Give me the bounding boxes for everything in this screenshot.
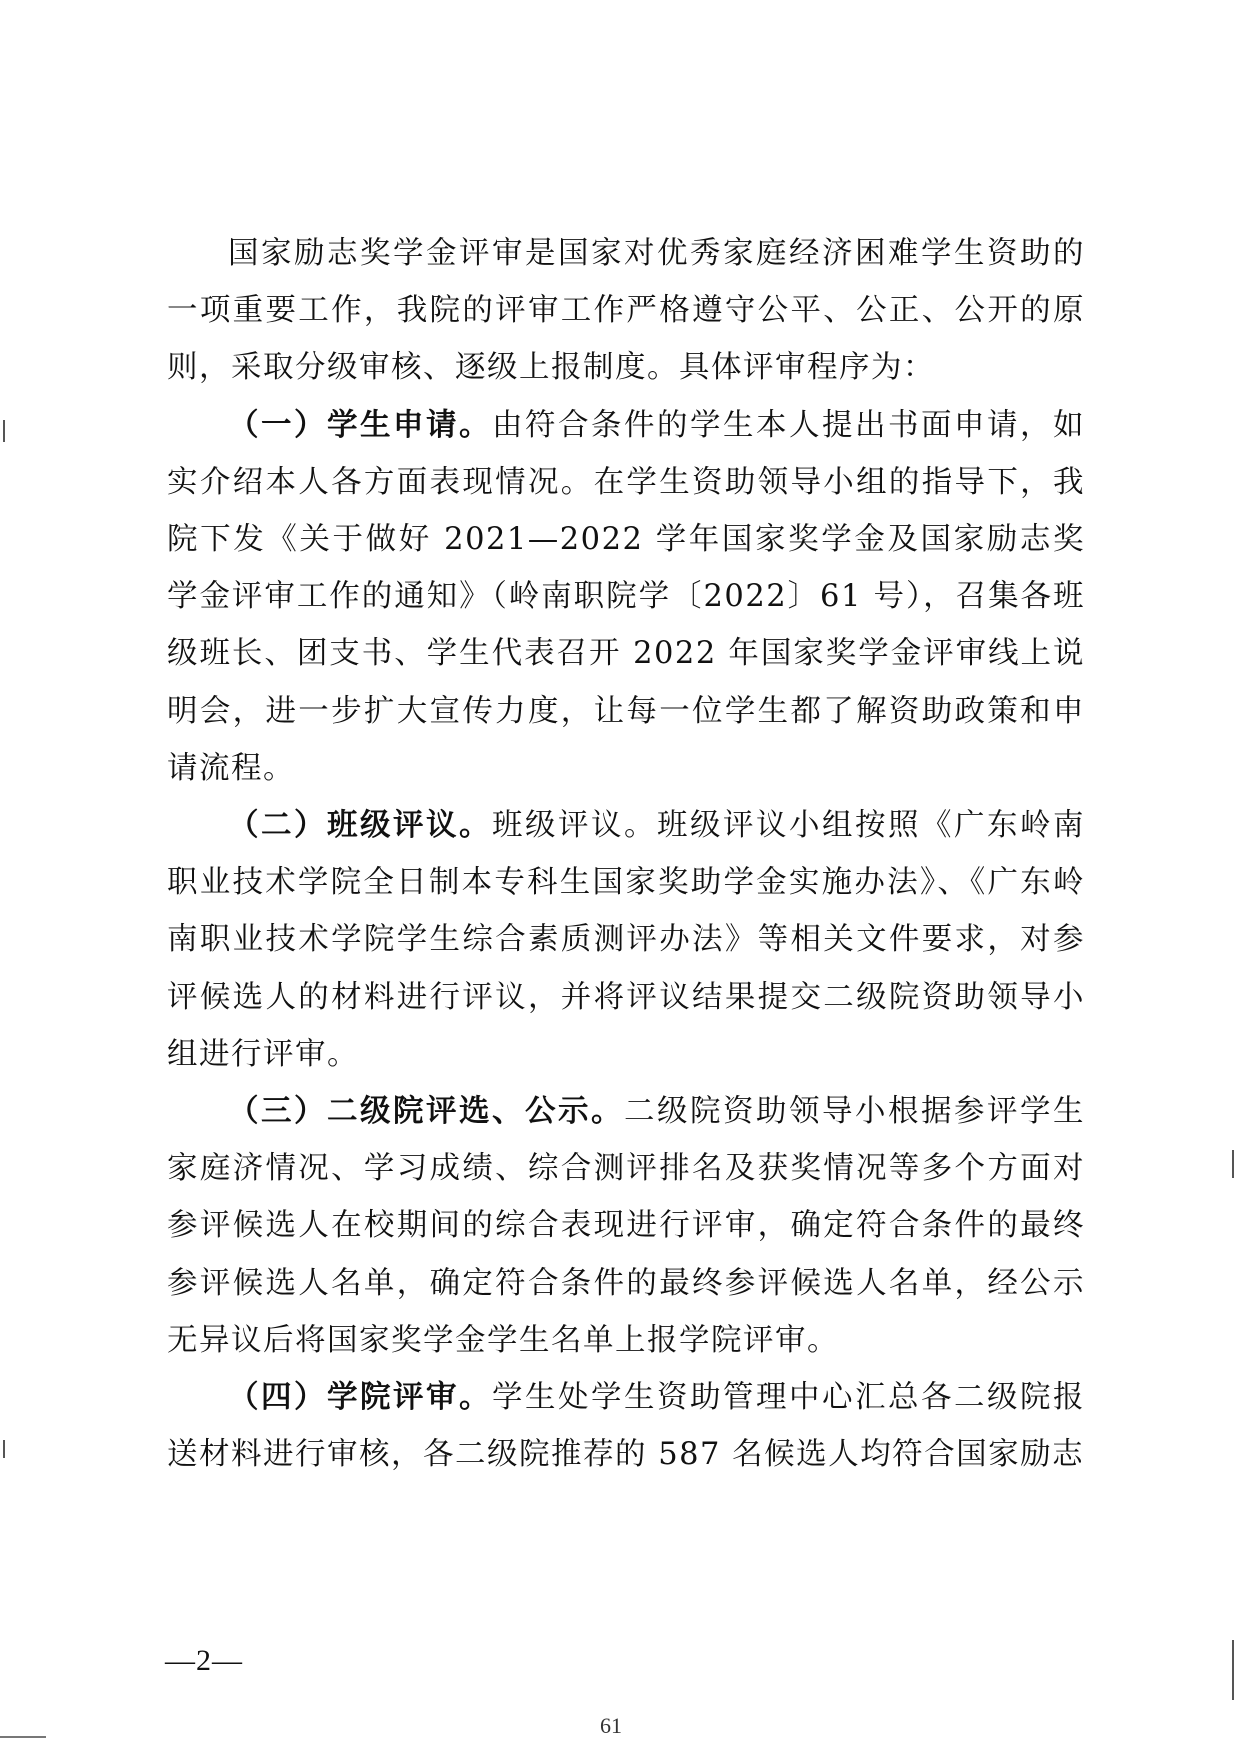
right-scan-edge-mark — [1232, 1150, 1234, 1178]
page-number: —2— — [165, 1644, 243, 1677]
left-scan-edge-mark — [3, 1440, 5, 1458]
section-heading-class-review: （二）班级评议。 — [228, 808, 492, 844]
section-heading-student-application: （一）学生申请。 — [228, 407, 492, 443]
left-scan-edge-mark — [3, 420, 5, 442]
document-body — [167, 225, 1085, 1483]
paragraph-text: 由符合条件的学生本人提出书面申请，如实介绍本人各方面表现情况。在学生资助领导小组的指导下，我院下发《关于做好 2021—2022 学年国家奖学金及国家励志奖学金评审工作的通知》（岭南职院学〔2022〕61 号），召集各班级班长、团支书、学生代表召开 2022 年国家奖学金评审线上说明会，进一步扩大宣传力度，让每一位学生都了解资助政策和申请流程。 — [167, 407, 1085, 786]
bottom-scan-rule — [0, 1736, 46, 1738]
section-heading-institute-review: （四）学院评审。 — [228, 1380, 492, 1416]
section-paragraph-1 — [167, 397, 1085, 797]
right-scan-edge-mark — [1232, 1640, 1234, 1700]
section-paragraph-3 — [167, 1083, 1085, 1369]
section-paragraph-2 — [167, 797, 1085, 1083]
paragraph-text: 班级评议。班级评议小组按照《广东岭南职业技术学院全日制本专科生国家奖助学金实施办法》、《广东岭南职业技术学院学生综合素质测评办法》等相关文件要求，对参评候选人的材料进行评议，并将评议结果提交二级院资助领导小组进行评审。 — [167, 808, 1085, 1072]
intro-paragraph — [167, 225, 1085, 397]
section-paragraph-4 — [167, 1369, 1085, 1483]
section-heading-college-selection: （三）二级院评选、公示。 — [228, 1094, 624, 1130]
paragraph-text: 国家励志奖学金评审是国家对优秀家庭经济困难学生资助的一项重要工作，我院的评审工作严格遵守公平、公正、公开的原则，采取分级审核、逐级上报制度。具体评审程序为： — [167, 236, 1085, 386]
paragraph-text: 二级院资助领导小根据参评学生家庭济情况、学习成绩、综合测评排名及获奖情况等多个方面对参评候选人在校期间的综合表现进行评审，确定符合条件的最终参评候选人名单，确定符合条件的最终参评候选人名单，经公示无异议后将国家奖学金学生名单上报学院评审。 — [167, 1094, 1085, 1358]
paragraph-text: 学生处学生资助管理中心汇总各二级院报送材料进行审核，各二级院推荐的 587 名候选人均符合国家励志 — [167, 1380, 1085, 1473]
stamp-number: 61 — [600, 1713, 622, 1738]
